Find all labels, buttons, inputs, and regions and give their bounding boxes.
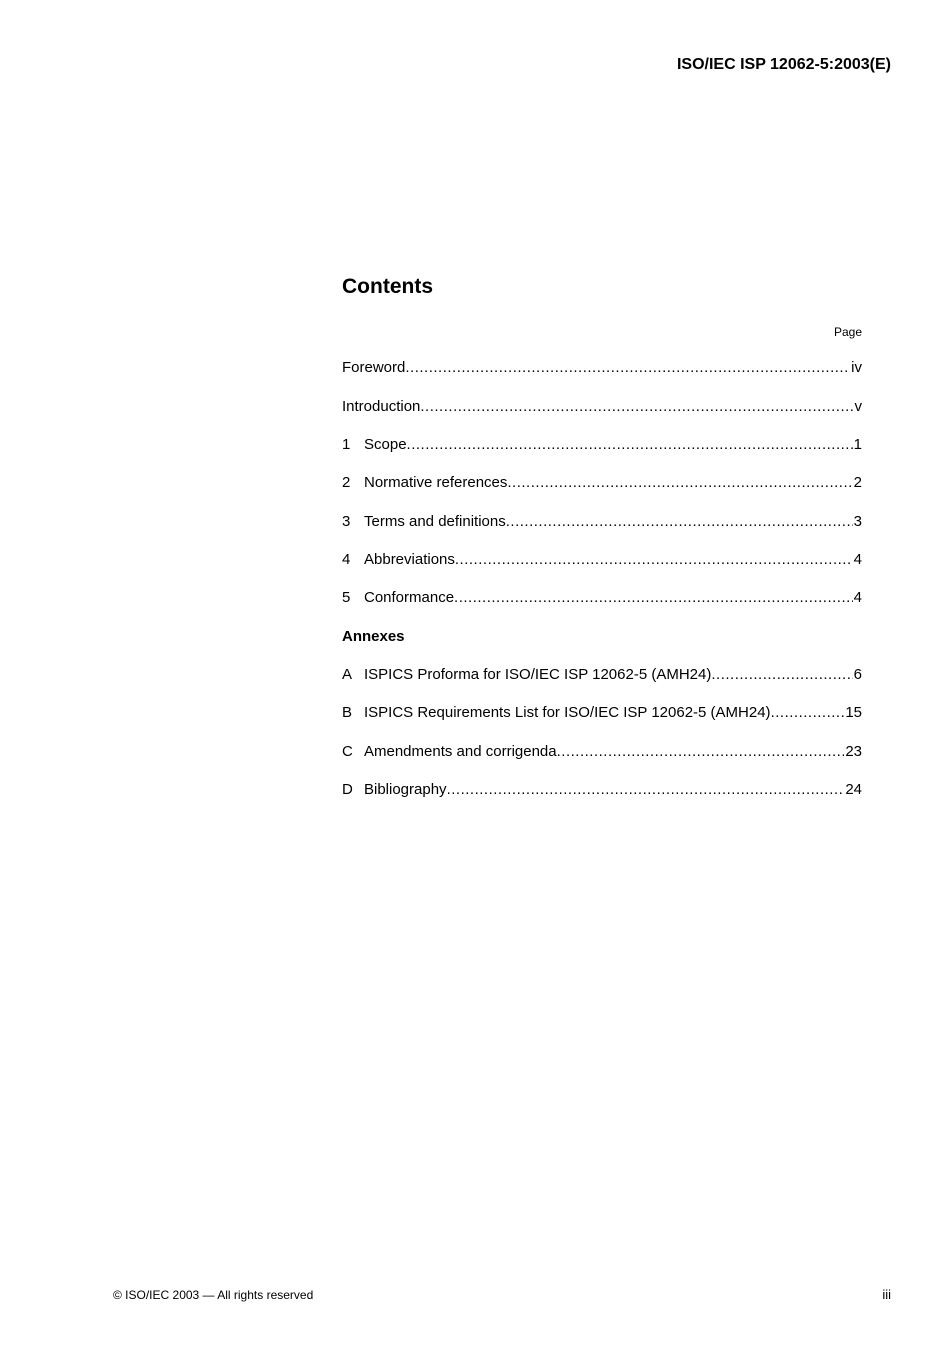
- toc-entry-number: 5: [342, 589, 351, 606]
- annexes-heading: Annexes: [342, 628, 405, 645]
- toc-entry-conformance[interactable]: [342, 588, 862, 608]
- toc-entry-number: D: [342, 781, 353, 798]
- toc-entry-page: 24: [845, 781, 862, 798]
- toc-entry-title: Terms and definitions: [364, 513, 506, 530]
- toc-entry-number: 1: [342, 436, 351, 453]
- toc-entry-page: 2: [853, 474, 862, 491]
- toc-entry-title: ISPICS Requirements List for ISO/IEC ISP 12062-5 (AMH24): [364, 704, 771, 721]
- toc-entry-page: 4: [853, 551, 862, 568]
- toc-entry-annex-d[interactable]: [342, 780, 862, 800]
- toc-entry-title: Introduction: [342, 398, 421, 415]
- toc-leader-dots: [454, 588, 853, 608]
- toc-entry-title: Foreword: [342, 359, 406, 376]
- toc-entry-page: 6: [853, 666, 862, 683]
- toc-entry-title: Amendments and corrigenda: [364, 743, 557, 760]
- toc-leader-dots: [557, 742, 845, 762]
- toc-entry-number: 4: [342, 551, 351, 568]
- footer-copyright: © ISO/IEC 2003 — All rights reserved: [113, 1288, 314, 1302]
- toc-leader-dots: [771, 703, 845, 723]
- toc-entry-scope[interactable]: [342, 435, 862, 455]
- document-header: ISO/IEC ISP 12062-5:2003(E): [676, 56, 891, 73]
- toc-entry-page: 3: [853, 513, 862, 530]
- toc-leader-dots: [711, 665, 852, 685]
- toc-leader-dots: [455, 550, 853, 570]
- toc-entry-title: Abbreviations: [364, 551, 455, 568]
- toc-entry-page: 23: [845, 743, 862, 760]
- toc-entry-annex-c[interactable]: [342, 742, 862, 762]
- toc-entry-page: iv: [851, 359, 862, 376]
- toc-entry-number: 3: [342, 513, 351, 530]
- toc-entry-abbreviations[interactable]: [342, 550, 862, 570]
- toc-entry-introduction[interactable]: [342, 397, 862, 417]
- toc-entry-number: B: [342, 704, 353, 721]
- toc-leader-dots: [507, 473, 852, 493]
- toc-leader-dots: [420, 397, 853, 417]
- contents-title: Contents: [342, 275, 433, 298]
- toc-entry-title: Conformance: [364, 589, 455, 606]
- toc-entry-annex-b[interactable]: [342, 703, 862, 723]
- toc-leader-dots: [405, 358, 850, 378]
- toc-entry-page: 4: [853, 589, 862, 606]
- toc-entry-title: Scope: [364, 436, 407, 453]
- toc-entry-page: 1: [853, 436, 862, 453]
- toc-leader-dots: [506, 512, 853, 532]
- toc-entry-terms-and-definitions[interactable]: [342, 512, 862, 532]
- toc-entry-title: ISPICS Proforma for ISO/IEC ISP 12062-5 (AMH24): [364, 666, 712, 683]
- table-of-contents: [342, 0, 862, 1345]
- toc-entry-number: 2: [342, 474, 351, 491]
- toc-entry-title: Bibliography: [364, 781, 447, 798]
- toc-entry-annex-a[interactable]: [342, 665, 862, 685]
- toc-entry-page: 15: [845, 704, 862, 721]
- footer-page-number: iii: [882, 1287, 891, 1302]
- toc-entry-normative-references[interactable]: [342, 473, 862, 493]
- toc-entry-number: C: [342, 743, 353, 760]
- page-column-label: Page: [833, 325, 862, 339]
- toc-entry-number: A: [342, 666, 353, 683]
- toc-leader-dots: [447, 780, 845, 800]
- toc-leader-dots: [407, 435, 853, 455]
- toc-entry-page: v: [854, 398, 862, 415]
- toc-entry-foreword[interactable]: [342, 358, 862, 378]
- toc-entry-title: Normative references: [364, 474, 508, 491]
